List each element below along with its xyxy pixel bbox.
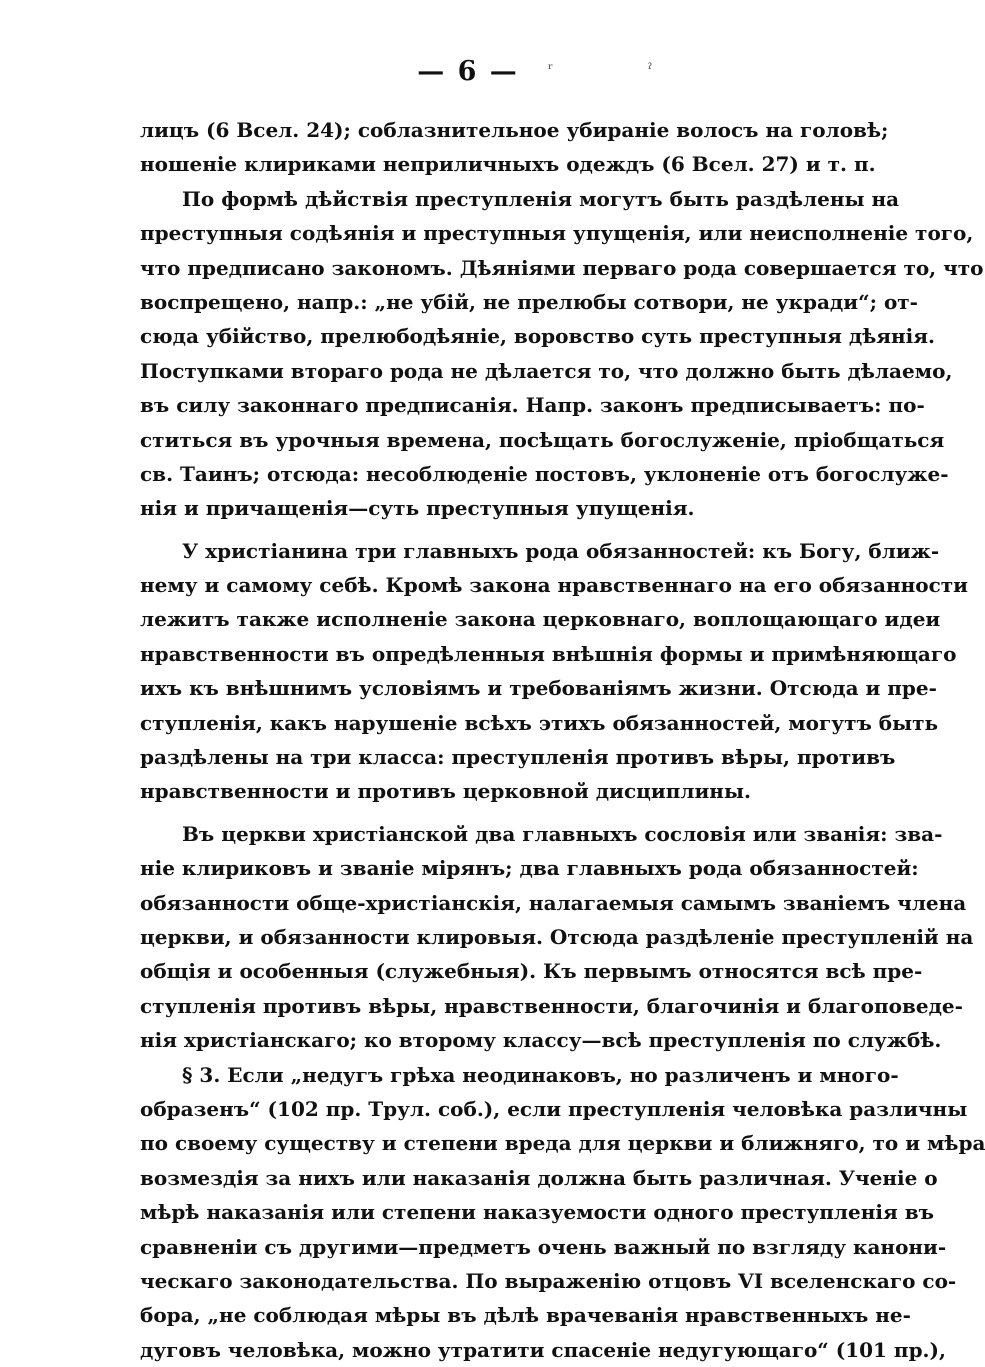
- text-line: въ силу законнаго предписанія. Напр. законъ предписываетъ: по-: [140, 393, 925, 418]
- text-line: ститься въ урочныя времена, посѣщать богослуженіе, пріобщаться: [140, 427, 945, 452]
- text-line: преступныя содѣянія и преступныя упущенія, или неисполненіе того,: [140, 221, 974, 246]
- text-line: ступленія, какъ нарушеніе всѣхъ этихъ обязанностей, могутъ быть: [140, 710, 939, 735]
- text-line: ніе клириковъ и званіе мірянъ; два главныхъ рода обязанностей:: [140, 856, 919, 881]
- page-number: — 6 —: [417, 56, 519, 87]
- text-line: ношеніе клириками неприличныхъ одеждъ (6 Всел. 27) и т. п.: [140, 152, 876, 177]
- page-body: [140, 113, 985, 1367]
- text-line: по своему существу и степени вреда для церкви и ближняго, то и мѣра: [140, 1131, 985, 1156]
- text-line: обязанности обще-христіанскія, налагаемыя самымъ званіемъ члена: [140, 890, 967, 915]
- paragraph-4: [140, 817, 974, 1058]
- paragraph-2: [140, 182, 984, 526]
- text-line: По формѣ дѣйствія преступленія могутъ быть раздѣлены на: [182, 186, 900, 211]
- text-line: ихъ къ внѣшнимъ условіямъ и требованіямъ жизни. Отсюда и пре-: [140, 676, 937, 701]
- text-line: нія и причащенія—суть преступныя упущенія.: [140, 496, 695, 521]
- text-line: Поступками втораго рода не дѣлается то, что должно быть дѣлаемо,: [140, 358, 953, 383]
- right-margin-mark: ˀ: [648, 60, 655, 78]
- text-line: § 3. Если „недугъ грѣха неодинаковъ, но различенъ и много-: [182, 1062, 899, 1087]
- text-line: Въ церкви христіанской два главныхъ сословія или званія: зва-: [182, 821, 943, 846]
- text-line: св. Таинъ; отсюда: несоблюденіе постовъ, уклоненіе отъ богослуже-: [140, 461, 949, 486]
- text-line: ступленія противъ вѣры, нравственности, благочинія и благоповеде-: [140, 993, 963, 1018]
- text-line: У христіанина три главныхъ рода обязанностей: къ Богу, ближ-: [182, 538, 940, 563]
- text-line: дуговъ человѣка, можно утратити спасеніе недугующаго“ (101 пр.),: [140, 1337, 946, 1362]
- text-line: сравненіи съ другими—предметъ очень важный по взгляду канони-: [140, 1234, 947, 1259]
- text-line: нія христіанскаго; ко второму классу—всѣ преступленія по службѣ.: [140, 1028, 942, 1053]
- text-line: общія и особенныя (служебныя). Къ первымъ относятся всѣ пре-: [140, 959, 923, 984]
- text-line: лицъ (6 Всел. 24); соблазнительное убираніе волосъ на головѣ;: [140, 118, 889, 142]
- text-line: сюда убійство, прелюбодѣяніе, воровство суть преступныя дѣянія.: [140, 324, 935, 349]
- text-line: нравственности въ опредѣленныя внѣшнія формы и примѣняющаго: [140, 641, 957, 666]
- text-line: возмездія за нихъ или наказанія должна быть различная. Ученіе о: [140, 1165, 938, 1190]
- text-line: что предписано закономъ. Дѣяніями перваго рода совершается то, что: [140, 255, 984, 280]
- text-line: образенъ“ (102 пр. Трул. соб.), если преступленія человѣка различны: [140, 1096, 968, 1121]
- text-line: церкви, и обязанности клировыя. Отсюда раздѣленіе преступленій на: [140, 924, 974, 949]
- text-line: бора, „не соблюдая мѣры въ дѣлѣ врачеванія нравственныхъ не-: [140, 1303, 911, 1328]
- text-line: раздѣлены на три класса: преступленія противъ вѣры, противъ: [140, 745, 896, 770]
- text-line: лежитъ также исполненіе закона церковнаго, воплощающаго идеи: [140, 607, 941, 632]
- text-line: нему и самому себѣ. Кромѣ закона нравственнаго на его обязанности: [140, 573, 969, 598]
- text-line: воспрещено, напр.: „не убій, не прелюбы сотвори, не укради“; от-: [140, 289, 918, 314]
- text-line: ческаго законодательства. По выраженію отцовъ VI вселенскаго со-: [140, 1268, 957, 1293]
- paragraph-3: [140, 534, 969, 809]
- text-line: нравственности и противъ церковной дисциплины.: [140, 779, 751, 804]
- text-line: мѣрѣ наказанія или степени наказуемости одного преступленія въ: [140, 1200, 934, 1225]
- page-header: [0, 56, 936, 87]
- left-margin-mark: ʳ: [548, 60, 556, 78]
- paragraph-1: [140, 113, 889, 182]
- paragraph-5: [140, 1058, 985, 1367]
